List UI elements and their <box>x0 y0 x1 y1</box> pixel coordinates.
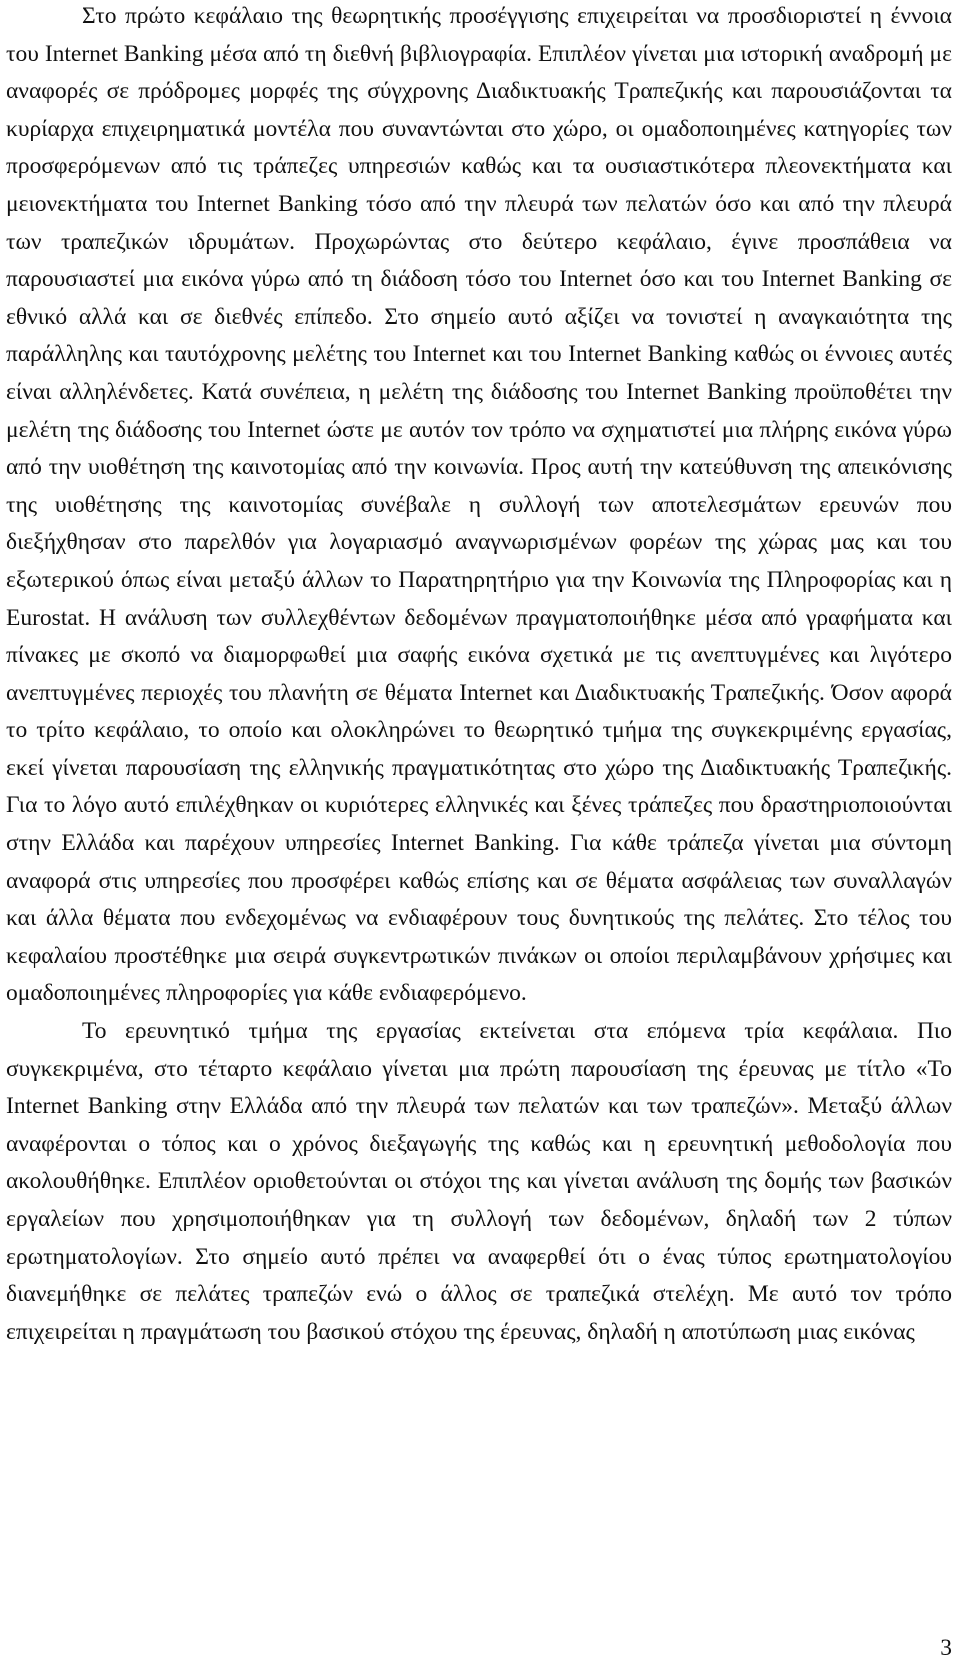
body-paragraph-1: Στο πρώτο κεφάλαιο της θεωρητικής προσέγγισης επιχειρείται να προσδιοριστεί η έννοια του Internet Banking μέσα από τη διεθνή βιβλιογραφία. Επιπλέον γίνεται μια ιστορική αναδρομή με αναφορές σε πρόδρομες μορφές της σύγχρονης Διαδικτυακής Τραπεζικής και παρουσιάζονται τα κυρίαρχα επιχειρηματικά μοντέλα που συναντώνται στο χώρο, οι ομαδοποιημένες κατηγορίες των προσφερόμενων από τις τράπεζες υπηρεσιών καθώς και τα ουσιαστικότερα πλεονεκτήματα και μειονεκτήματα του Internet Banking τόσο από την πλευρά των πελατών όσο και από την πλευρά των τραπεζικών ιδρυμάτων. Προχωρώντας στο δεύτερο κεφάλαιο, έγινε προσπάθεια να παρουσιαστεί μια εικόνα γύρω από τη διάδοση τόσο του Internet όσο και του Internet Banking σε εθνικό αλλά και σε διεθνές επίπεδο. Στο σημείο αυτό αξίζει να τονιστεί η αναγκαιότητα της παράλληλης και ταυτόχρονης μελέτης του Internet και του Internet Banking καθώς οι έννοιες αυτές είναι αλληλένδετες. Κατά συνέπεια, η μελέτη της διάδοσης του Internet Banking προϋποθέτει την μελέτη της διάδοσης του Internet ώστε με αυτόν τον τρόπο να σχηματιστεί μια πλήρης εικόνα γύρω από την υιοθέτηση της καινοτομίας από την κοινωνία. Προς αυτή την κατεύθυνση της απεικόνισης της υιοθέτησης της καινοτομίας συνέβαλε η συλλογή των αποτελεσμάτων ερευνών που διεξήχθησαν στο παρελθόν για λογαριασμό αναγνωρισμένων φορέων της χώρας μας και του εξωτερικού όπως είναι μεταξύ άλλων το Παρατηρητήριο για την Κοινωνία της Πληροφορίας και η Eurostat. Η ανάλυση των συλλεχθέντων δεδομένων πραγματοποιήθηκε μέσα από γραφήματα και πίνακες με σκοπό να διαμορφωθεί μια σαφής εικόνα σχετικά με τις ανεπτυγμένες και λιγότερο ανεπτυγμένες περιοχές του πλανήτη σε θέματα Internet και Διαδικτυακής Τραπεζικής. Όσον αφορά το τρίτο κεφάλαιο, το οποίο και ολοκληρώνει το θεωρητικό τμήμα της συγκεκριμένης εργασίας, εκεί γίνεται παρουσίαση της ελληνικής πραγματικότητας στο χώρο της Διαδικτυακής Τραπεζικής. Για το λόγο αυτό επιλέχθηκαν οι κυριότερες ελληνικές και ξένες τράπεζες που δραστηριοποιούνται στην Ελλάδα και παρέχουν υπηρεσίες Internet Banking. Για κάθε τράπεζα γίνεται μια σύντομη αναφορά στις υπηρεσίες που προσφέρει καθώς επίσης και σε θέματα ασφάλειας των συναλλαγών και άλλα θέματα που ενδεχομένως να ενδιαφέρουν τους δυνητικούς της πελάτες. Στο τέλος του κεφαλαίου προστέθηκε μια σειρά συγκεντρωτικών πινάκων οι οποίοι περιλαμβάνουν χρήσιμες και ομαδοποιημένες πληροφορίες για κάθε ενδιαφερόμενο. <box>6 3 952 1007</box>
page-number: 3 <box>940 1635 952 1661</box>
body-paragraph-2: Το ερευνητικό τμήμα της εργασίας εκτείνεται στα επόμενα τρία κεφάλαια. Πιο συγκεκριμένα, στο τέταρτο κεφάλαιο γίνεται μια πρώτη παρουσίαση της έρευνας με τίτλο «Το Internet Banking στην Ελλάδα από την πλευρά των πελατών και των τραπεζών». Μεταξύ άλλων αναφέρονται ο τόπος και ο χρόνος διεξαγωγής της καθώς και η ερευνητική μεθοδολογία που ακολουθήθηκε. Επιπλέον οριοθετούνται οι στόχοι της και γίνεται ανάλυση της δομής των βασικών εργαλείων που χρησιμοποιήθηκαν για τη συλλογή των δεδομένων, δηλαδή των 2 τύπων ερωτηματολογίων. Στο σημείο αυτό πρέπει να αναφερθεί ότι ο ένας τύπος ερωτηματολογίου διανεμήθηκε σε πελάτες τραπεζών ενώ ο άλλος σε τραπεζικά στελέχη. Με αυτό τον τρόπο επιχειρείται η πραγμάτωση του βασικού στόχου της έρευνας, δηλαδή η αποτύπωση μιας εικόνας <box>6 1018 952 1345</box>
document-page <box>6 0 952 1351</box>
